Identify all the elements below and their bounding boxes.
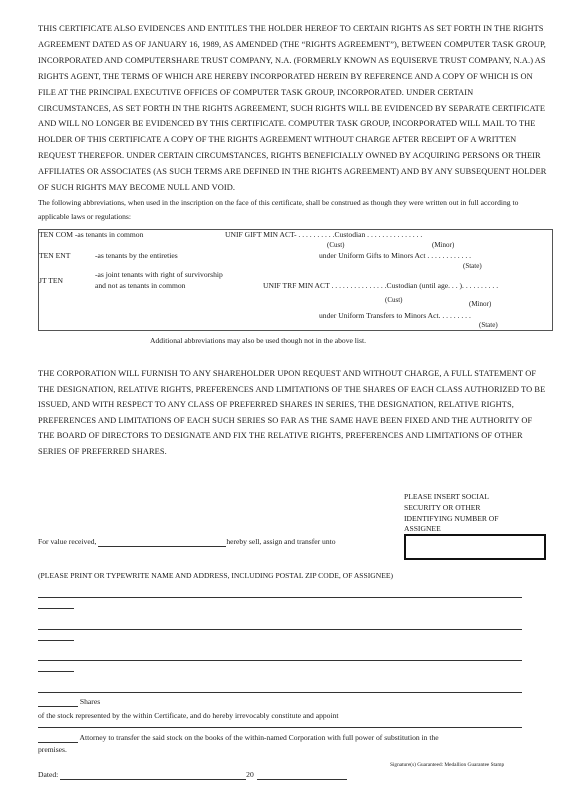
- assignee-address-line-short[interactable]: [38, 608, 74, 609]
- for-value-line: [38, 536, 336, 547]
- date-field[interactable]: [60, 771, 246, 780]
- minor-label-1: (Minor): [432, 241, 455, 249]
- assignee-address-line[interactable]: [38, 660, 522, 661]
- premises-text: premises.: [38, 745, 67, 754]
- corporation-statement-paragraph: THE CORPORATION WILL FURNISH TO ANY SHAREHOLDER UPON REQUEST AND WITHOUT CHARGE, A FULL STATEMENT OF THE DESIGNATION, RELATIVE RIGHTS, PREFERENCES AND LIMITATIONS OF THE SHARES OF EACH CLASS AUTHORIZED TO BE ISSUED, AND WITH RESPECT TO ANY CLASS OF PREFERRED SHARES IN SERIES, THE DESIGNATION, RELATIVE RIGHTS, PREFERENCES AND LIMITATIONS OF EACH SUCH SERIES SO FAR AS THE SAME HAVE BEEN FIXED AND THE AUTHORITY OF THE BOARD OF DIRECTORS TO DESIGNATE AND FIX THE RELATIVE RIGHTS, PREFERENCES AND LIMITATIONS OF OTHER SERIES OF PREFERRED SHARES.: [38, 369, 546, 456]
- stock-represented-text: of the stock represented by the within Certificate, and do hereby irrevocably constitute and appoint: [38, 711, 339, 720]
- assignee-address-line[interactable]: [38, 597, 522, 598]
- transfers-to-minors-act: under Uniform Transfers to Minors Act. . . . . . . . .: [319, 311, 471, 320]
- assignee-address-line-short[interactable]: [38, 671, 74, 672]
- rights-agreement-paragraph: THIS CERTIFICATE ALSO EVIDENCES AND ENTITLES THE HOLDER HEREOF TO CERTAIN RIGHTS AS SET FORTH IN THE RIGHTS AGREEMENT DATED AS OF JANUARY 16, 1989, AS AMENDED (THE “RIGHTS AGREEMENT”), BETWEEN COMPUTER TASK GROUP, INCORPORATED AND COMPUTERSHARE TRUST COMPANY, N.A. (FORMERLY KNOWN AS EQUISERVE TRUST COMPANY, N.A.) AS RIGHTS AGENT, THE TERMS OF WHICH ARE HEREBY INCORPORATED HEREIN BY REFERENCE AND A COPY OF WHICH IS ON FILE AT THE PRINCIPAL EXECUTIVE OFFICES OF COMPUTER TASK GROUP, INCORPORATED. UNDER CERTAIN CIRCUMSTANCES, AS SET FORTH IN THE RIGHTS AGREEMENT, SUCH RIGHTS WILL BE EVIDENCED BY SEPARATE CERTIFICATE AND WILL NO LONGER BE EVIDENCED BY THIS CERTIFICATE. COMPUTER TASK GROUP, INCORPORATED WILL MAIL TO THE HOLDER OF THIS CERTIFICATE A COPY OF THE RIGHTS AGREEMENT WITHOUT CHARGE AFTER RECEIPT OF A WRITTEN REQUEST THEREFOR. UNDER CERTAIN CIRCUMSTANCES, RIGHTS BENEFICIALLY OWNED BY ACQUIRING PERSONS OR THEIR AFFILIATES OR ASSOCIATES (AS SUCH TERMS ARE DEFINED IN THE RIGHTS AGREEMENT) AND BY ANY SUBSEQUENT HOLDER OF SUCH RIGHTS MAY BECOME NULL AND VOID.: [38, 24, 547, 193]
- ten-com-entry: TEN COM -as tenants in common: [39, 230, 144, 239]
- attorney-name-line[interactable]: [38, 727, 522, 728]
- state-label-2: (State): [479, 321, 498, 329]
- ten-ent-code: TEN ENT: [39, 251, 71, 260]
- shares-line: [38, 696, 100, 707]
- unif-gift-entry: UNIF GIFT MIN ACT- . . . . . . . . . .Custodian . . . . . . . . . . . . . . .: [225, 230, 423, 239]
- year-prefix: 20: [246, 770, 254, 779]
- jt-ten-code: JT TEN: [39, 276, 63, 285]
- year-field[interactable]: [257, 771, 347, 780]
- additional-abbreviations-note: Additional abbreviations may also be used though not in the above list.: [150, 336, 366, 345]
- ssn-label-line: ASSIGNEE: [404, 524, 441, 534]
- abbreviations-table: [38, 229, 553, 331]
- cust-label-1: (Cust): [327, 241, 345, 249]
- signature-guarantee-note: Signature(s) Guaranteed: Medallion Guarantee Stamp: [390, 762, 505, 768]
- ssn-label-line: SECURITY OR OTHER: [404, 502, 481, 512]
- gifts-to-minors-act: under Uniform Gifts to Minors Act . . . . . . . . . . . .: [319, 251, 472, 260]
- assignee-ssn-field[interactable]: [404, 534, 546, 560]
- ssn-label-line: PLEASE INSERT SOCIAL: [404, 492, 490, 501]
- cust-label-2: (Cust): [385, 296, 403, 304]
- state-label-1: (State): [463, 262, 482, 270]
- abbreviations-intro: The following abbreviations, when used in the inscription on the face of this certificate, shall be construed as though they were written out in full according to applicable laws or regulations:: [38, 198, 519, 221]
- attorney-field[interactable]: [38, 734, 78, 743]
- dated-line: [38, 769, 347, 780]
- minor-label-2: (Minor): [469, 300, 492, 308]
- shares-label: Shares: [79, 697, 101, 706]
- dated-label: Dated:: [38, 770, 59, 779]
- assignor-name-field[interactable]: [98, 538, 226, 547]
- shares-count-field[interactable]: [38, 698, 78, 707]
- ten-ent-description: -as tenants by the entireties: [95, 251, 178, 260]
- assignee-address-line[interactable]: [38, 692, 522, 693]
- assignee-address-line-short[interactable]: [38, 640, 74, 641]
- attorney-line: [38, 732, 439, 743]
- jt-ten-description-1: -as joint tenants with right of survivorship: [95, 270, 223, 279]
- ssn-instruction-label: [404, 492, 554, 535]
- ssn-label-line: IDENTIFYING NUMBER OF: [404, 513, 499, 523]
- attorney-text: Attorney to transfer the said stock on the books of the within-named Corporation with full power of substitution in the: [79, 733, 439, 742]
- assignee-address-line[interactable]: [38, 629, 522, 630]
- hereby-sell-label: hereby sell, assign and transfer unto: [226, 537, 336, 546]
- for-value-label: For value received,: [38, 537, 97, 546]
- print-name-instruction: (PLEASE PRINT OR TYPEWRITE NAME AND ADDRESS, INCLUDING POSTAL ZIP CODE, OF ASSIGNEE): [38, 571, 394, 580]
- jt-ten-description-2: and not as tenants in common: [95, 281, 186, 290]
- unif-trf-entry: UNIF TRF MIN ACT . . . . . . . . . . . . . . .Custodian (until age. . . ). . . . . . . . . .: [263, 281, 499, 290]
